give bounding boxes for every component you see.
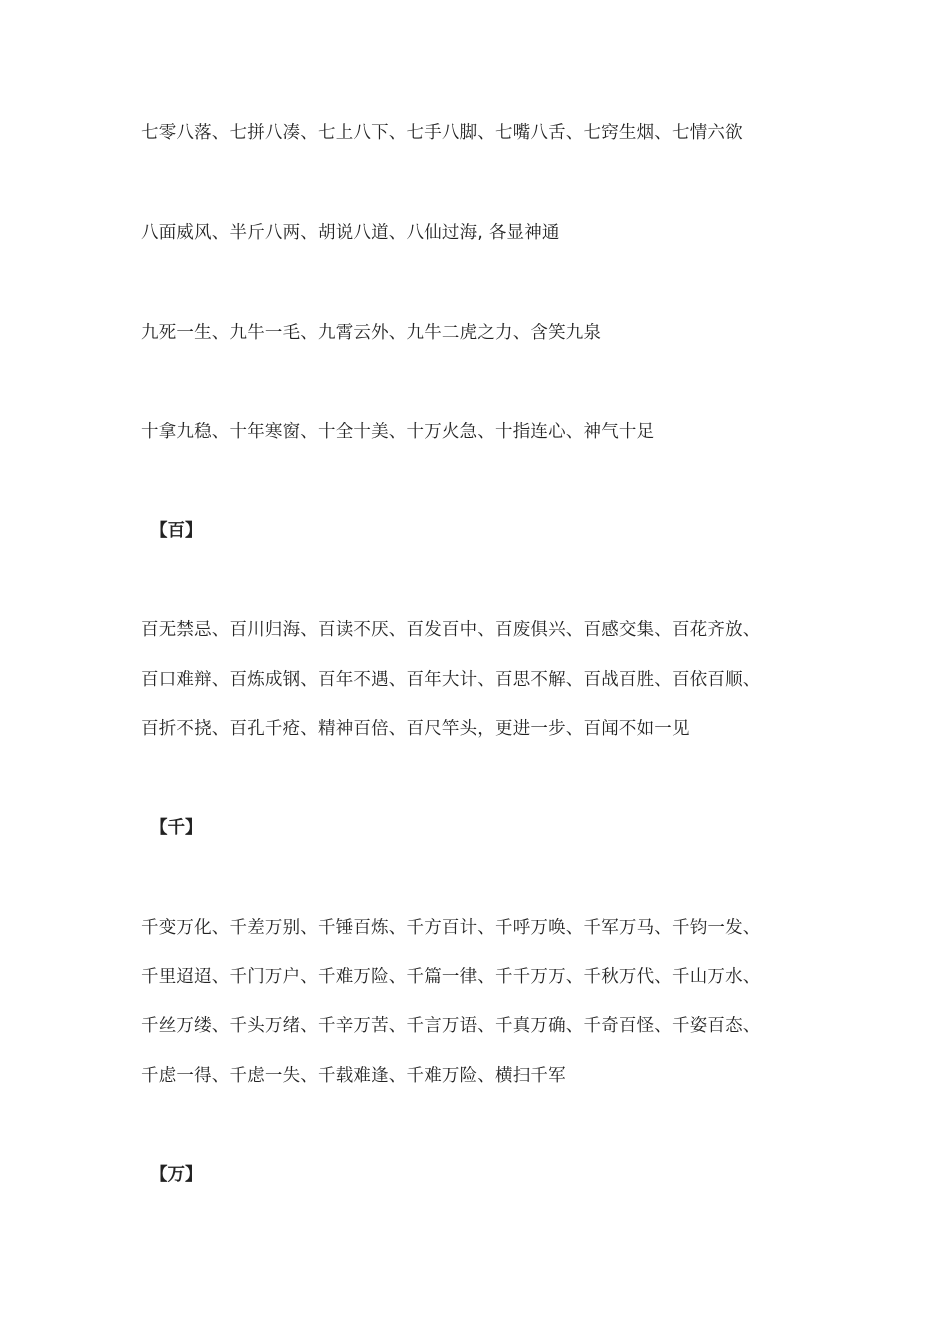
idiom-line-thousand-2: 千里迢迢、千门万户、千难万险、千篇一律、千千万万、千秋万代、千山万水、 bbox=[141, 967, 761, 987]
idiom-line-hundred-3: 百折不挠、百孔千疮、精神百倍、百尺竿头，更进一步、百闻不如一见 bbox=[141, 719, 690, 739]
idiom-line-thousand-4: 千虑一得、千虑一失、千载难逢、千难万险、横扫千军 bbox=[141, 1066, 566, 1086]
idiom-line-thousand-3: 千丝万缕、千头万绪、千辛万苦、千言万语、千真万确、千奇百怪、千姿百态、 bbox=[141, 1016, 761, 1036]
idiom-line-thousand-1: 千变万化、千差万别、千锤百炼、千方百计、千呼万唤、千军万马、千钧一发、 bbox=[141, 918, 761, 938]
idiom-line-seven: 七零八落、七拼八凑、七上八下、七手八脚、七嘴八舌、七窍生烟、七情六欲 bbox=[141, 123, 743, 143]
idiom-line-hundred-2: 百口难辩、百炼成钢、百年不遇、百年大计、百思不解、百战百胜、百依百顺、 bbox=[141, 670, 761, 690]
idiom-line-eight: 八面威风、半斤八两、胡说八道、八仙过海, 各显神通 bbox=[141, 223, 560, 243]
section-heading-ten-thousand: 【万】 bbox=[150, 1165, 203, 1185]
idiom-line-hundred-1: 百无禁忌、百川归海、百读不厌、百发百中、百废俱兴、百感交集、百花齐放、 bbox=[141, 620, 761, 640]
section-heading-hundred: 【百】 bbox=[150, 521, 203, 541]
idiom-line-nine: 九死一生、九牛一毛、九霄云外、九牛二虎之力、含笑九泉 bbox=[141, 323, 602, 343]
idiom-line-ten: 十拿九稳、十年寒窗、十全十美、十万火急、十指连心、神气十足 bbox=[141, 422, 655, 442]
section-heading-thousand: 【千】 bbox=[150, 818, 203, 838]
